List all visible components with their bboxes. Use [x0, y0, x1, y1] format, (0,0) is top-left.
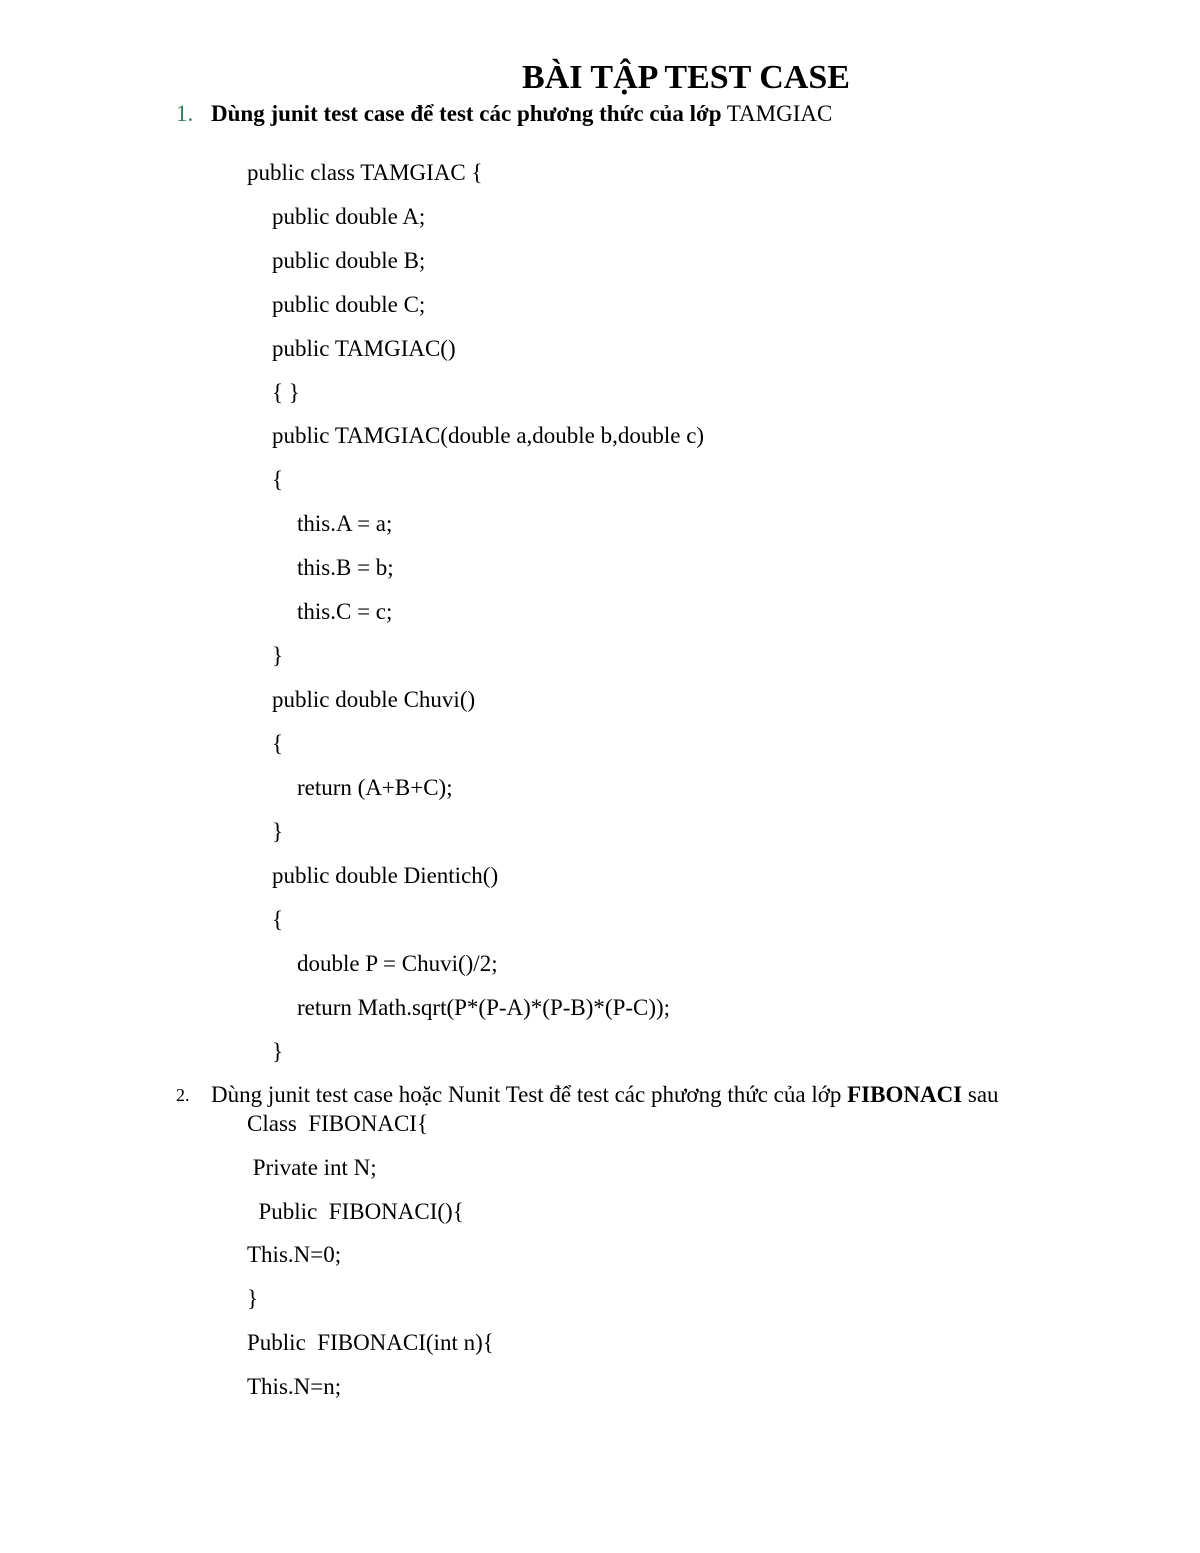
code-line: {	[272, 907, 284, 932]
code-line: {	[272, 731, 284, 756]
code-line: public double A;	[272, 204, 426, 229]
question-1-class-name: TAMGIAC	[721, 101, 833, 126]
question-1-instruction: Dùng junit test case để test các phương thức của lớp	[211, 101, 722, 126]
code-line: Class FIBONACI{	[247, 1111, 429, 1136]
code-line: This.N=n;	[247, 1374, 342, 1399]
code-line: return Math.sqrt(P*(P-A)*(P-B)*(P-C));	[297, 995, 671, 1020]
question-2-number: 2.	[176, 1085, 190, 1105]
code-line: public class TAMGIAC {	[247, 160, 483, 185]
code-line: public double Chuvi()	[272, 687, 476, 712]
code-line: Public FIBONACI(int n){	[247, 1330, 494, 1355]
code-line: public double Dientich()	[272, 863, 499, 888]
question-2-text	[211, 1080, 999, 1110]
code-line: }	[272, 819, 284, 844]
question-2-class-name: FIBONACI	[847, 1082, 963, 1107]
code-line: Private int N;	[247, 1155, 377, 1180]
code-line: Public FIBONACI(){	[247, 1199, 464, 1224]
code-line: double P = Chuvi()/2;	[297, 951, 498, 976]
code-line: }	[272, 1039, 284, 1064]
code-line: return (A+B+C);	[297, 775, 453, 800]
question-2-instruction-end: sau	[962, 1082, 999, 1107]
code-line: { }	[272, 380, 300, 405]
code-line: {	[272, 467, 284, 492]
document-title: BÀI TẬP TEST CASE	[522, 59, 850, 96]
code-line: public TAMGIAC()	[272, 336, 456, 361]
question-1-text	[211, 99, 832, 129]
code-line: public double C;	[272, 292, 426, 317]
code-line: public double B;	[272, 248, 426, 273]
code-line: This.N=0;	[247, 1242, 342, 1267]
code-line: this.B = b;	[297, 555, 394, 580]
question-2-instruction: Dùng junit test case hoặc Nunit Test để test các phương thức của lớp	[211, 1082, 848, 1107]
code-line: }	[272, 643, 284, 668]
code-line: this.A = a;	[297, 511, 393, 536]
code-line: public TAMGIAC(double a,double b,double c)	[272, 423, 705, 448]
code-line: }	[247, 1286, 259, 1311]
code-line: this.C = c;	[297, 599, 393, 624]
question-1-number: 1.	[176, 101, 194, 126]
